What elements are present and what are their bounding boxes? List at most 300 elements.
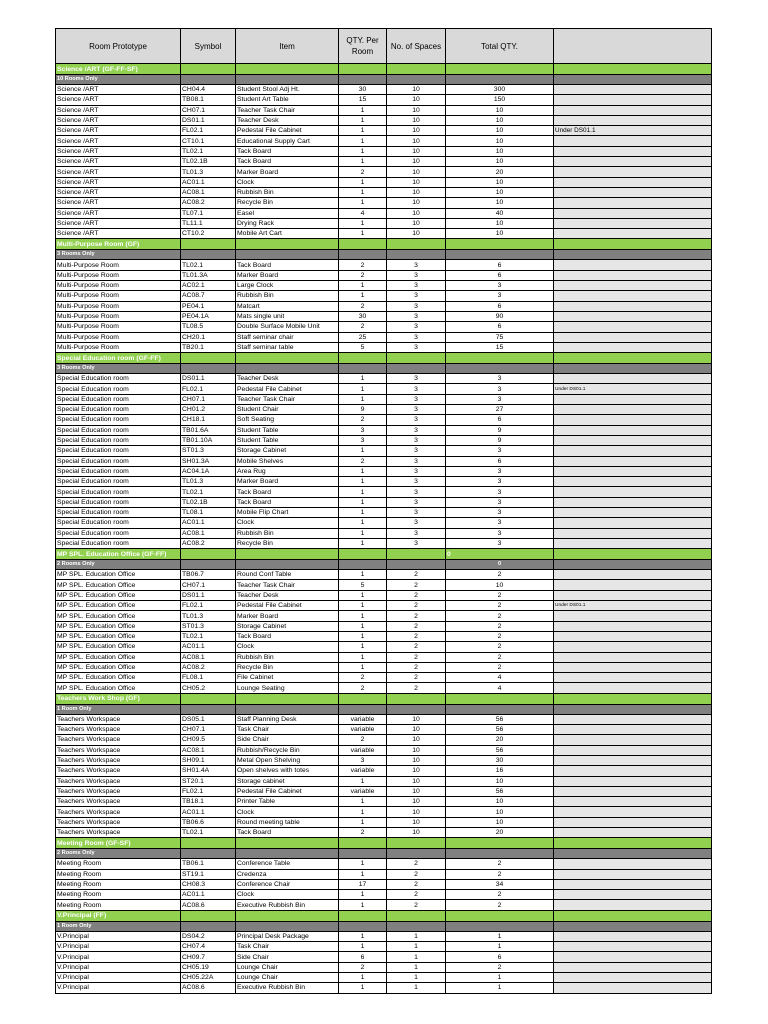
- cell-spaces: 3: [387, 332, 446, 342]
- section-subtitle-cell: [554, 364, 712, 374]
- cell-total: 2: [446, 611, 554, 621]
- cell-qty-per-room: 5: [339, 342, 387, 352]
- cell-total: 2: [446, 900, 554, 910]
- cell-room: MP SPL. Education Office: [56, 611, 181, 621]
- cell-symbol: FL02.1: [181, 786, 236, 796]
- section-subtitle-row: [56, 560, 712, 570]
- cell-room: Science /ART: [56, 126, 181, 136]
- cell-notes: [554, 766, 712, 776]
- cell-room: MP SPL. Education Office: [56, 642, 181, 652]
- table-row: [56, 983, 712, 993]
- cell-symbol: TL01.3: [181, 611, 236, 621]
- cell-item: Round Conf Table: [236, 570, 339, 580]
- cell-item: Metal Open Shelving: [236, 755, 339, 765]
- cell-spaces: 10: [387, 187, 446, 197]
- section-title: MP SPL. Education Office (GF-FF): [56, 549, 181, 560]
- cell-qty-per-room: 2: [339, 322, 387, 332]
- table-row: [56, 301, 712, 311]
- cell-spaces: 2: [387, 900, 446, 910]
- cell-symbol: ST01.3: [181, 446, 236, 456]
- section-header-row: [56, 549, 712, 560]
- cell-notes: [554, 322, 712, 332]
- cell-symbol: CH07.1: [181, 105, 236, 115]
- cell-spaces: 10: [387, 146, 446, 156]
- cell-room: MP SPL. Education Office: [56, 631, 181, 641]
- cell-spaces: 2: [387, 652, 446, 662]
- cell-symbol: SH01.3A: [181, 456, 236, 466]
- section-subtitle-cell: [339, 364, 387, 374]
- cell-symbol: CH09.7: [181, 952, 236, 962]
- section-subtitle-cell: [387, 849, 446, 859]
- section-cell: [446, 353, 554, 364]
- cell-qty-per-room: 1: [339, 621, 387, 631]
- cell-symbol: CH07.4: [181, 942, 236, 952]
- cell-room: Science /ART: [56, 187, 181, 197]
- cell-notes: [554, 281, 712, 291]
- table-row: [56, 425, 712, 435]
- cell-notes: [554, 146, 712, 156]
- cell-qty-per-room: 1: [339, 146, 387, 156]
- section-cell: [554, 838, 712, 849]
- section-subtitle-cell: [181, 921, 236, 931]
- cell-notes: Under DS01.1: [554, 384, 712, 394]
- cell-notes: [554, 725, 712, 735]
- cell-notes: [554, 962, 712, 972]
- cell-total: 1: [446, 983, 554, 993]
- cell-item: Teacher Desk: [236, 115, 339, 125]
- cell-symbol: TB18.1: [181, 797, 236, 807]
- section-cell: [446, 239, 554, 250]
- cell-item: Large Clock: [236, 281, 339, 291]
- cell-qty-per-room: 9: [339, 405, 387, 415]
- table-row: [56, 477, 712, 487]
- table-row: [56, 384, 712, 394]
- cell-qty-per-room: 2: [339, 735, 387, 745]
- cell-spaces: 3: [387, 311, 446, 321]
- section-subtitle: 3 Rooms Only: [56, 364, 181, 374]
- cell-item: Clock: [236, 890, 339, 900]
- cell-spaces: 2: [387, 890, 446, 900]
- cell-qty-per-room: 1: [339, 115, 387, 125]
- cell-qty-per-room: 2: [339, 683, 387, 693]
- cell-total: 3: [446, 528, 554, 538]
- table-row: [56, 270, 712, 280]
- cell-notes: [554, 590, 712, 600]
- cell-item: Teacher Desk: [236, 374, 339, 384]
- cell-spaces: 2: [387, 859, 446, 869]
- section-subtitle-row: [56, 75, 712, 85]
- cell-symbol: TL01.3: [181, 167, 236, 177]
- cell-item: Tack Board: [236, 487, 339, 497]
- table-row: [56, 611, 712, 621]
- cell-qty-per-room: 1: [339, 652, 387, 662]
- cell-spaces: 10: [387, 167, 446, 177]
- cell-room: MP SPL. Education Office: [56, 570, 181, 580]
- section-cell: [387, 549, 446, 560]
- cell-symbol: DS04.2: [181, 931, 236, 941]
- cell-item: Clock: [236, 177, 339, 187]
- cell-qty-per-room: variable: [339, 786, 387, 796]
- section-cell: [554, 910, 712, 921]
- cell-room: Special Education room: [56, 497, 181, 507]
- header-room-prototype: Room Prototype: [56, 29, 181, 64]
- table-row: [56, 435, 712, 445]
- cell-symbol: CH04.4: [181, 85, 236, 95]
- section-subtitle-cell: [554, 849, 712, 859]
- cell-symbol: CH20.1: [181, 332, 236, 342]
- cell-room: V.Principal: [56, 983, 181, 993]
- cell-total: 3: [446, 507, 554, 517]
- cell-notes: [554, 611, 712, 621]
- table-row: [56, 755, 712, 765]
- cell-symbol: FL02.1: [181, 601, 236, 611]
- cell-notes: [554, 177, 712, 187]
- cell-room: V.Principal: [56, 931, 181, 941]
- cell-spaces: 10: [387, 745, 446, 755]
- cell-qty-per-room: 1: [339, 218, 387, 228]
- cell-spaces: 1: [387, 931, 446, 941]
- table-row: [56, 890, 712, 900]
- table-row: [56, 601, 712, 611]
- cell-total: 20: [446, 735, 554, 745]
- cell-symbol: FL02.1: [181, 384, 236, 394]
- cell-qty-per-room: 30: [339, 311, 387, 321]
- cell-item: Task Chair: [236, 725, 339, 735]
- section-cell: [339, 239, 387, 250]
- cell-item: Rubbish Bin: [236, 187, 339, 197]
- section-subtitle-cell: [236, 849, 339, 859]
- cell-spaces: 10: [387, 807, 446, 817]
- cell-qty-per-room: 1: [339, 446, 387, 456]
- cell-item: Credenza: [236, 869, 339, 879]
- cell-symbol: SH01.4A: [181, 766, 236, 776]
- cell-total: 150: [446, 95, 554, 105]
- cell-qty-per-room: 1: [339, 972, 387, 982]
- section-cell: [339, 910, 387, 921]
- cell-item: Student Stool Adj Ht.: [236, 85, 339, 95]
- section-subtitle: 2 Rooms Only: [56, 849, 181, 859]
- cell-notes: [554, 198, 712, 208]
- section-title: Science /ART (GF-FF-SF): [56, 64, 181, 75]
- cell-total: 3: [446, 518, 554, 528]
- section-cell: [387, 910, 446, 921]
- cell-item: Easel: [236, 208, 339, 218]
- section-subtitle-cell: [181, 75, 236, 85]
- section-cell: [387, 693, 446, 704]
- cell-symbol: FL02.1: [181, 126, 236, 136]
- cell-total: 30: [446, 755, 554, 765]
- cell-symbol: CH01.2: [181, 405, 236, 415]
- cell-spaces: 3: [387, 456, 446, 466]
- cell-qty-per-room: 1: [339, 487, 387, 497]
- section-subtitle-cell: [339, 849, 387, 859]
- table-row: [56, 797, 712, 807]
- cell-symbol: TL07.1: [181, 208, 236, 218]
- cell-total: 56: [446, 786, 554, 796]
- cell-item: Mobile Flip Chart: [236, 507, 339, 517]
- table-row: [56, 972, 712, 982]
- section-subtitle-cell: [181, 560, 236, 570]
- cell-symbol: DS01.1: [181, 590, 236, 600]
- cell-item: Conference Chair: [236, 879, 339, 889]
- cell-symbol: AC01.1: [181, 807, 236, 817]
- cell-room: Special Education room: [56, 538, 181, 548]
- cell-qty-per-room: 1: [339, 538, 387, 548]
- cell-qty-per-room: 1: [339, 931, 387, 941]
- header-no-of-spaces: No. of Spaces: [387, 29, 446, 64]
- cell-item: Area Rug: [236, 466, 339, 476]
- section-cell: [236, 64, 339, 75]
- cell-room: Special Education room: [56, 456, 181, 466]
- cell-spaces: 10: [387, 828, 446, 838]
- cell-room: Science /ART: [56, 146, 181, 156]
- cell-item: Tack Board: [236, 260, 339, 270]
- table-row: [56, 714, 712, 724]
- cell-room: MP SPL. Education Office: [56, 662, 181, 672]
- section-subtitle-cell: [387, 364, 446, 374]
- cell-qty-per-room: 1: [339, 466, 387, 476]
- cell-symbol: TL02.1: [181, 631, 236, 641]
- cell-qty-per-room: 1: [339, 477, 387, 487]
- header-qty-per-room: QTY. Per Room: [339, 29, 387, 64]
- cell-room: MP SPL. Education Office: [56, 621, 181, 631]
- section-subtitle: 3 Rooms Only: [56, 250, 181, 260]
- section-cell: [236, 693, 339, 704]
- cell-symbol: TB06.6: [181, 817, 236, 827]
- cell-symbol: CH07.1: [181, 394, 236, 404]
- cell-room: V.Principal: [56, 942, 181, 952]
- cell-qty-per-room: 1: [339, 983, 387, 993]
- cell-spaces: 2: [387, 642, 446, 652]
- section-cell: [339, 838, 387, 849]
- cell-notes: [554, 745, 712, 755]
- table-row: [56, 198, 712, 208]
- cell-notes: [554, 425, 712, 435]
- cell-total: 10: [446, 177, 554, 187]
- cell-spaces: 3: [387, 415, 446, 425]
- cell-notes: [554, 776, 712, 786]
- cell-notes: [554, 415, 712, 425]
- cell-item: Marker Board: [236, 270, 339, 280]
- cell-total: 3: [446, 446, 554, 456]
- cell-room: Special Education room: [56, 405, 181, 415]
- table-row: [56, 942, 712, 952]
- section-cell: [339, 549, 387, 560]
- section-subtitle-cell: [387, 250, 446, 260]
- cell-spaces: 10: [387, 776, 446, 786]
- cell-room: Multi-Purpose Room: [56, 342, 181, 352]
- cell-qty-per-room: 1: [339, 601, 387, 611]
- cell-qty-per-room: 1: [339, 817, 387, 827]
- cell-qty-per-room: variable: [339, 766, 387, 776]
- cell-item: Pedestal File Cabinet: [236, 126, 339, 136]
- cell-qty-per-room: 1: [339, 126, 387, 136]
- cell-room: Teachers Workspace: [56, 786, 181, 796]
- section-subtitle-cell: [181, 849, 236, 859]
- cell-room: Teachers Workspace: [56, 714, 181, 724]
- cell-symbol: TL02.1: [181, 260, 236, 270]
- cell-item: Mats single unit: [236, 311, 339, 321]
- cell-notes: [554, 642, 712, 652]
- cell-total: 40: [446, 208, 554, 218]
- section-header-row: [56, 693, 712, 704]
- cell-notes: [554, 755, 712, 765]
- cell-total: 2: [446, 601, 554, 611]
- cell-total: 3: [446, 497, 554, 507]
- section-subtitle-row: [56, 921, 712, 931]
- cell-spaces: 3: [387, 374, 446, 384]
- cell-total: 10: [446, 797, 554, 807]
- cell-qty-per-room: 1: [339, 611, 387, 621]
- cell-room: Meeting Room: [56, 869, 181, 879]
- section-subtitle: 1 Room Only: [56, 921, 181, 931]
- cell-item: File Cabinet: [236, 673, 339, 683]
- cell-total: 10: [446, 229, 554, 239]
- cell-notes: [554, 683, 712, 693]
- cell-qty-per-room: 1: [339, 869, 387, 879]
- cell-symbol: FL08.1: [181, 673, 236, 683]
- cell-notes: [554, 95, 712, 105]
- section-subtitle-cell: [446, 250, 554, 260]
- cell-spaces: 2: [387, 580, 446, 590]
- table-row: [56, 332, 712, 342]
- section-header-row: [56, 910, 712, 921]
- section-subtitle-cell: [446, 921, 554, 931]
- cell-total: 2: [446, 590, 554, 600]
- cell-room: Science /ART: [56, 177, 181, 187]
- cell-notes: Under DS01.1: [554, 601, 712, 611]
- cell-item: Staff Planning Desk: [236, 714, 339, 724]
- cell-qty-per-room: variable: [339, 725, 387, 735]
- table-row: [56, 394, 712, 404]
- section-subtitle-cell: [339, 921, 387, 931]
- cell-qty-per-room: 2: [339, 415, 387, 425]
- table-row: [56, 487, 712, 497]
- cell-total: 3: [446, 477, 554, 487]
- cell-symbol: AC08.1: [181, 528, 236, 538]
- cell-symbol: TL01.3A: [181, 270, 236, 280]
- table-row: [56, 673, 712, 683]
- cell-item: Pedestal File Cabinet: [236, 786, 339, 796]
- cell-notes: [554, 580, 712, 590]
- cell-item: Clock: [236, 642, 339, 652]
- cell-qty-per-room: 3: [339, 755, 387, 765]
- cell-total: 4: [446, 673, 554, 683]
- cell-room: Teachers Workspace: [56, 745, 181, 755]
- table-row: [56, 177, 712, 187]
- cell-total: 2: [446, 642, 554, 652]
- cell-symbol: DS01.1: [181, 115, 236, 125]
- header-notes: [554, 29, 712, 64]
- section-subtitle-cell: [387, 921, 446, 931]
- cell-item: Student Table: [236, 435, 339, 445]
- table-row: [56, 735, 712, 745]
- cell-total: 10: [446, 146, 554, 156]
- cell-total: 10: [446, 776, 554, 786]
- section-subtitle-cell: [339, 560, 387, 570]
- cell-notes: [554, 942, 712, 952]
- cell-total: 56: [446, 714, 554, 724]
- cell-room: Meeting Room: [56, 900, 181, 910]
- cell-symbol: AC08.1: [181, 187, 236, 197]
- cell-qty-per-room: 1: [339, 890, 387, 900]
- cell-item: Executive Rubbish Bin: [236, 900, 339, 910]
- cell-qty-per-room: 1: [339, 942, 387, 952]
- cell-total: 6: [446, 322, 554, 332]
- cell-spaces: 3: [387, 291, 446, 301]
- cell-room: Science /ART: [56, 157, 181, 167]
- cell-qty-per-room: 2: [339, 260, 387, 270]
- cell-room: Science /ART: [56, 85, 181, 95]
- cell-spaces: 3: [387, 538, 446, 548]
- cell-item: Lounge Seating: [236, 683, 339, 693]
- cell-qty-per-room: 1: [339, 642, 387, 652]
- section-subtitle-row: [56, 704, 712, 714]
- section-cell: [554, 239, 712, 250]
- cell-spaces: 3: [387, 270, 446, 280]
- cell-symbol: CH18.1: [181, 415, 236, 425]
- cell-spaces: 10: [387, 766, 446, 776]
- cell-notes: [554, 538, 712, 548]
- cell-symbol: PE04.1: [181, 301, 236, 311]
- cell-qty-per-room: 1: [339, 497, 387, 507]
- cell-total: 3: [446, 374, 554, 384]
- cell-spaces: 1: [387, 942, 446, 952]
- cell-room: Multi-Purpose Room: [56, 301, 181, 311]
- cell-room: Special Education room: [56, 446, 181, 456]
- section-cell: [181, 910, 236, 921]
- cell-spaces: 10: [387, 126, 446, 136]
- cell-symbol: CT10.1: [181, 136, 236, 146]
- cell-room: Teachers Workspace: [56, 735, 181, 745]
- cell-notes: [554, 972, 712, 982]
- table-row: [56, 518, 712, 528]
- cell-symbol: AC08.7: [181, 291, 236, 301]
- section-cell: [387, 239, 446, 250]
- section-subtitle: 10 Rooms Only: [56, 75, 181, 85]
- table-row: [56, 642, 712, 652]
- cell-room: Multi-Purpose Room: [56, 260, 181, 270]
- section-subtitle-cell: [339, 75, 387, 85]
- cell-notes: [554, 477, 712, 487]
- cell-total: 3: [446, 538, 554, 548]
- cell-item: Tack Board: [236, 631, 339, 641]
- cell-spaces: 10: [387, 229, 446, 239]
- cell-total: 1: [446, 972, 554, 982]
- cell-spaces: 3: [387, 384, 446, 394]
- cell-qty-per-room: 1: [339, 229, 387, 239]
- cell-notes: [554, 817, 712, 827]
- cell-spaces: 10: [387, 177, 446, 187]
- cell-qty-per-room: 1: [339, 797, 387, 807]
- cell-qty-per-room: 4: [339, 208, 387, 218]
- cell-spaces: 3: [387, 497, 446, 507]
- cell-spaces: 2: [387, 631, 446, 641]
- cell-notes: [554, 229, 712, 239]
- cell-qty-per-room: 2: [339, 270, 387, 280]
- section-cell: [236, 549, 339, 560]
- cell-symbol: AC01.1: [181, 890, 236, 900]
- cell-room: Special Education room: [56, 518, 181, 528]
- section-subtitle-cell: [181, 364, 236, 374]
- table-row: [56, 745, 712, 755]
- cell-symbol: CH07.1: [181, 580, 236, 590]
- cell-spaces: 2: [387, 570, 446, 580]
- cell-room: Special Education room: [56, 477, 181, 487]
- cell-notes: [554, 342, 712, 352]
- cell-room: Science /ART: [56, 105, 181, 115]
- cell-symbol: TB06.1: [181, 859, 236, 869]
